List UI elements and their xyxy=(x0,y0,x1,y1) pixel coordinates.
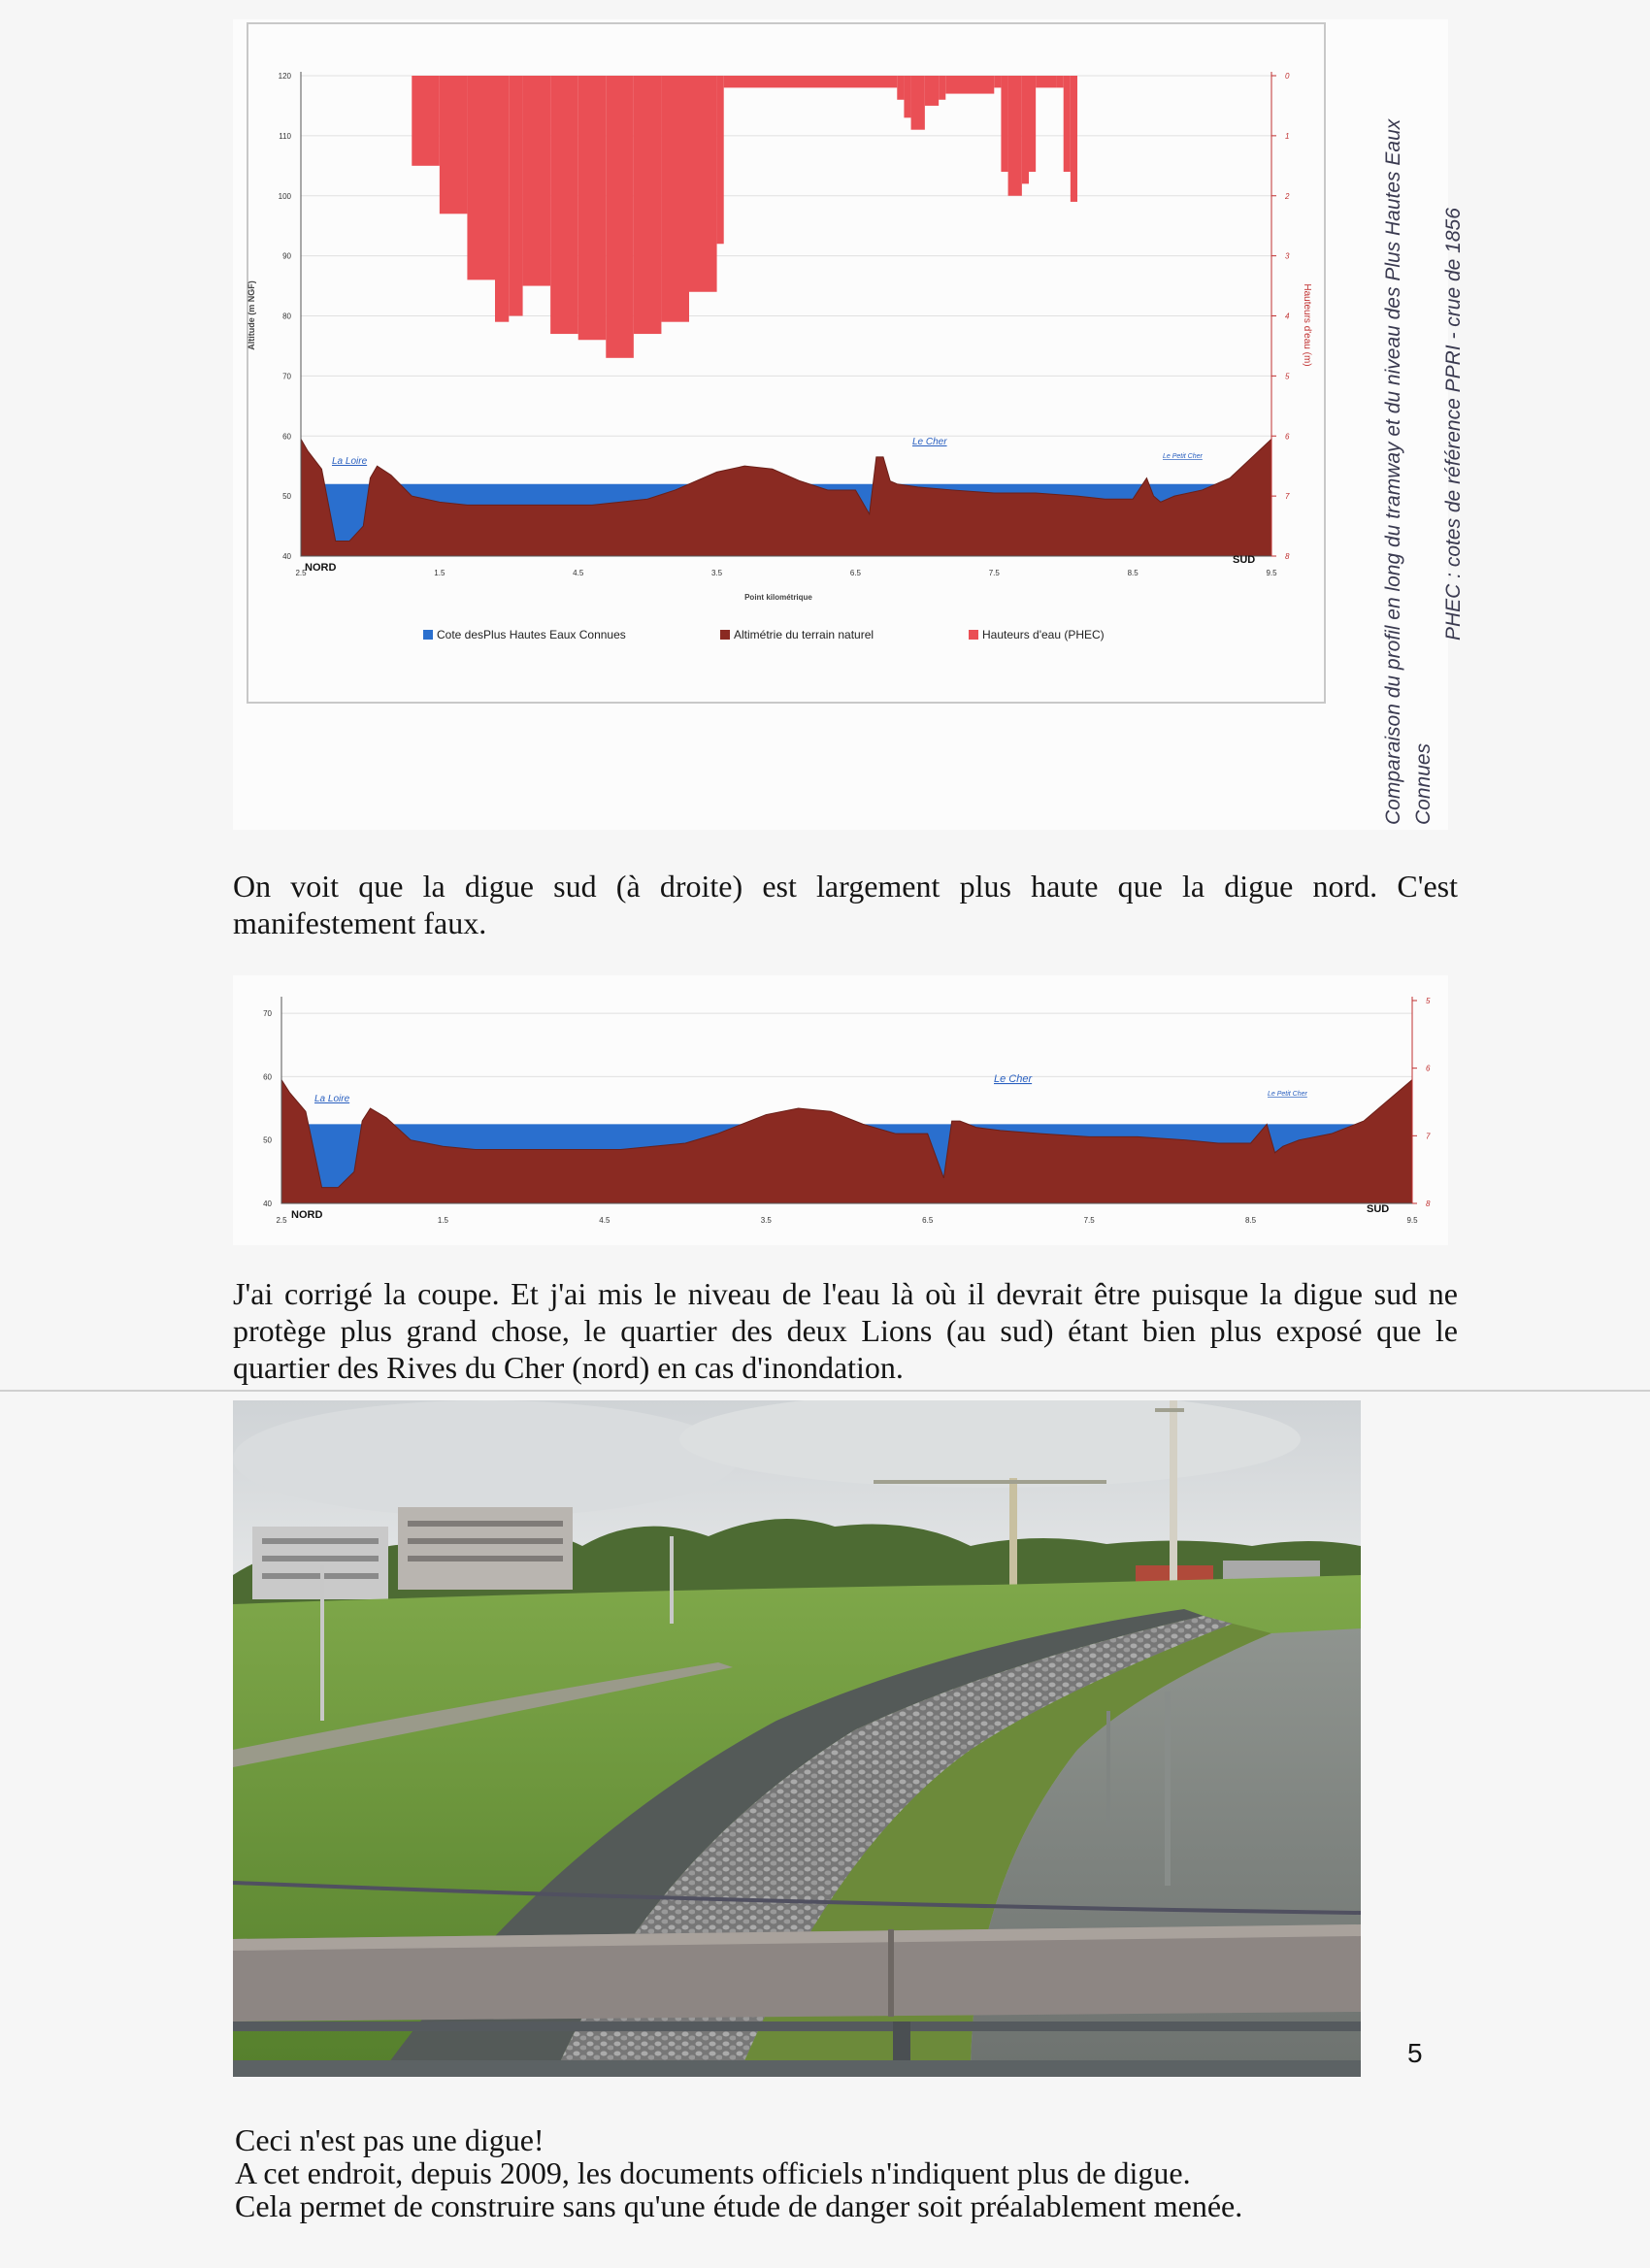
chart1-water-height-bar xyxy=(606,76,634,358)
chart1-x-tick-label: 4.5 xyxy=(573,569,584,577)
chart2-x-tick-label: 2.5 xyxy=(276,1216,287,1225)
chart1-y2-tick-label: 6 xyxy=(1285,432,1290,442)
chart2-x-tick-label: 9.5 xyxy=(1406,1216,1418,1225)
chart1-river-label-petit-cher: Le Petit Cher xyxy=(1163,453,1203,460)
chart1-y2-tick-label: 7 xyxy=(1285,492,1290,502)
chart1-y-tick-label: 70 xyxy=(282,372,291,381)
bottom-caption-line1: Ceci n'est pas une digue! xyxy=(235,2122,544,2157)
chart2-x-tick-label: 7.5 xyxy=(1083,1216,1095,1225)
page-divider xyxy=(0,1390,1650,1392)
chart1-y2-tick-label: 3 xyxy=(1285,251,1290,261)
chart1-y-tick-label: 120 xyxy=(278,72,291,81)
chart1-panel xyxy=(233,19,1448,830)
chart1-x-tick-label: 8.5 xyxy=(1127,569,1138,577)
chart1-legend-phec: Cote desPlus Hautes Eaux Connues xyxy=(437,628,626,641)
chart1-water-height-bar xyxy=(1022,76,1029,183)
chart2-x-tick-label: 6.5 xyxy=(922,1216,934,1225)
chart2-y2-tick-label: 7 xyxy=(1426,1132,1431,1141)
chart1-river-label-cher: Le Cher xyxy=(912,437,947,447)
chart1-water-height-bar xyxy=(1057,76,1064,87)
chart1-water-height-bar xyxy=(1029,76,1036,172)
chart1-water-height-bar xyxy=(1001,76,1007,172)
chart2-marks xyxy=(281,1080,1412,1203)
chart1-y-tick-label: 100 xyxy=(278,191,291,201)
chart1-y-tick-label: 50 xyxy=(282,492,291,502)
chart1-water-height-bar xyxy=(883,76,897,87)
chart1-x-tick-label: 7.5 xyxy=(988,569,1000,577)
chart1-y2-tick-label: 1 xyxy=(1285,131,1290,141)
chart2-y-tick-label: 70 xyxy=(263,1009,272,1019)
chart1 xyxy=(233,19,1448,830)
chart2-river-label-petit-cher: Le Petit Cher xyxy=(1268,1091,1307,1098)
chart1-x-tick-label: 1.5 xyxy=(434,569,446,577)
chart1-y2-tick-label: 8 xyxy=(1285,552,1290,561)
levee-photo xyxy=(233,1400,1361,2077)
chart1-legend-swatch-terrain xyxy=(720,630,730,640)
chart1-water-height-bar xyxy=(897,76,904,100)
side-note-line1: Comparaison du profil en long du tramway et du niveau des Plus Hautes Eaux Connues xyxy=(1382,118,1435,825)
chart1-legend-water-height: Hauteurs d'eau (PHEC) xyxy=(982,628,1105,641)
chart1-y-tick-label: 110 xyxy=(279,131,291,141)
caption-1: On voit que la digue sud (à droite) est largement plus haute que la digue nord. C'est manifestement faux. xyxy=(233,869,1458,940)
caption-2: J'ai corrigé la coupe. Et j'ai mis le niveau de l'eau là où il devrait être puisque la digue sud ne protège plus grand chose, le quartier des deux Lions (au sud) étant bien plus exposé que le quartier des Rives du Cher (nord) en cas d'inondation. xyxy=(233,1276,1458,1385)
chart1-river-label-loire: La Loire xyxy=(332,456,368,467)
chart1-water-height-bar xyxy=(925,76,939,106)
chart1-water-height-bar xyxy=(1008,76,1022,196)
chart1-water-height-bar xyxy=(939,76,945,100)
chart2-x-tick-label: 3.5 xyxy=(760,1216,772,1225)
chart1-water-height-bar xyxy=(724,76,883,87)
bottom-caption-line2: A cet endroit, depuis 2009, les documents officiels n'indiquent plus de digue. xyxy=(235,2155,1191,2190)
chart2-y-tick-label: 50 xyxy=(263,1135,272,1145)
chart1-water-height-bar xyxy=(467,76,495,279)
bottom-caption-line3: Cela permet de construire sans qu'une étude de danger soit préalablement menée. xyxy=(235,2188,1243,2223)
chart1-water-height-bar xyxy=(717,76,724,244)
chart1-water-height-bar xyxy=(1071,76,1077,202)
chart1-water-height-bar xyxy=(523,76,551,286)
chart1-water-height-bar xyxy=(689,76,717,292)
chart2 xyxy=(233,975,1448,1245)
chart2-x-tick-label: 4.5 xyxy=(599,1216,610,1225)
chart1-water-height-bar xyxy=(634,76,662,334)
chart1-x-tick-label: 9.5 xyxy=(1266,569,1277,577)
chart1-legend-swatch-water-height xyxy=(969,630,978,640)
chart1-x-axis-label: Point kilométrique xyxy=(744,593,812,602)
chart1-y2-tick-label: 2 xyxy=(1285,191,1290,201)
chart1-y-tick-label: 90 xyxy=(282,251,291,261)
chart1-legend-terrain: Altimétrie du terrain naturel xyxy=(734,628,874,641)
chart1-y2-axis-label: Hauteurs d'eau (m) xyxy=(1302,283,1312,367)
chart2-river-label-cher: Le Cher xyxy=(994,1073,1033,1085)
chart2-y2-tick-label: 6 xyxy=(1426,1064,1431,1073)
chart1-water-height-bar xyxy=(509,76,522,316)
chart1-water-height-bar xyxy=(412,76,440,166)
chart2-y2-tick-label: 8 xyxy=(1426,1200,1431,1208)
chart2-nord-label: NORD xyxy=(291,1209,323,1221)
chart1-y-axis-label: Altitude (m NGF) xyxy=(247,280,256,350)
chart1-water-height-bar xyxy=(945,76,994,94)
chart1-water-height-bar xyxy=(495,76,509,322)
chart1-y2-tick-label: 0 xyxy=(1285,72,1290,81)
chart2-x-tick-label: 8.5 xyxy=(1245,1216,1257,1225)
chart1-sud-label: SUD xyxy=(1233,554,1256,566)
chart1-water-height-bar xyxy=(911,76,925,130)
chart1-y2-tick-label: 5 xyxy=(1285,372,1290,381)
page-number: 5 xyxy=(1407,2038,1423,2068)
chart1-water-height-bar xyxy=(661,76,689,322)
chart1-nord-label: NORD xyxy=(305,562,337,574)
chart1-y-tick-label: 60 xyxy=(282,432,291,442)
chart1-water-height-bar xyxy=(904,76,910,117)
bottom-caption xyxy=(235,2123,1242,2222)
chart2-x-tick-label: 1.5 xyxy=(437,1216,448,1225)
chart2-y-tick-label: 60 xyxy=(263,1072,272,1082)
chart1-water-height-bar xyxy=(1036,76,1056,87)
chart1-x-tick-label: 6.5 xyxy=(849,569,861,577)
chart1-water-height-bar xyxy=(994,76,1001,87)
chart2-y2-tick-label: 5 xyxy=(1426,997,1431,1005)
chart1-legend-swatch-phec xyxy=(423,630,433,640)
chart1-x-tick-label: 3.5 xyxy=(711,569,723,577)
chart1-x-tick-label: 2.5 xyxy=(295,569,307,577)
chart1-water-height-bar xyxy=(440,76,468,214)
chart1-y-tick-label: 80 xyxy=(282,312,291,321)
chart1-water-height-bar xyxy=(1064,76,1071,172)
chart2-panel xyxy=(233,975,1448,1245)
chart1-water-height-bar xyxy=(550,76,578,334)
chart2-y-tick-label: 40 xyxy=(263,1200,272,1208)
chart1-y2-tick-label: 4 xyxy=(1285,312,1290,321)
chart1-y-tick-label: 40 xyxy=(282,552,291,561)
levee-photo-drawing xyxy=(233,1400,1361,2077)
chart2-sud-label: SUD xyxy=(1367,1203,1390,1215)
chart2-river-label-loire: La Loire xyxy=(314,1094,350,1104)
side-note-line2: PHEC : cotes de référence PPRI - crue de 1856 xyxy=(1442,208,1465,641)
chart1-water-height-bar xyxy=(578,76,607,340)
